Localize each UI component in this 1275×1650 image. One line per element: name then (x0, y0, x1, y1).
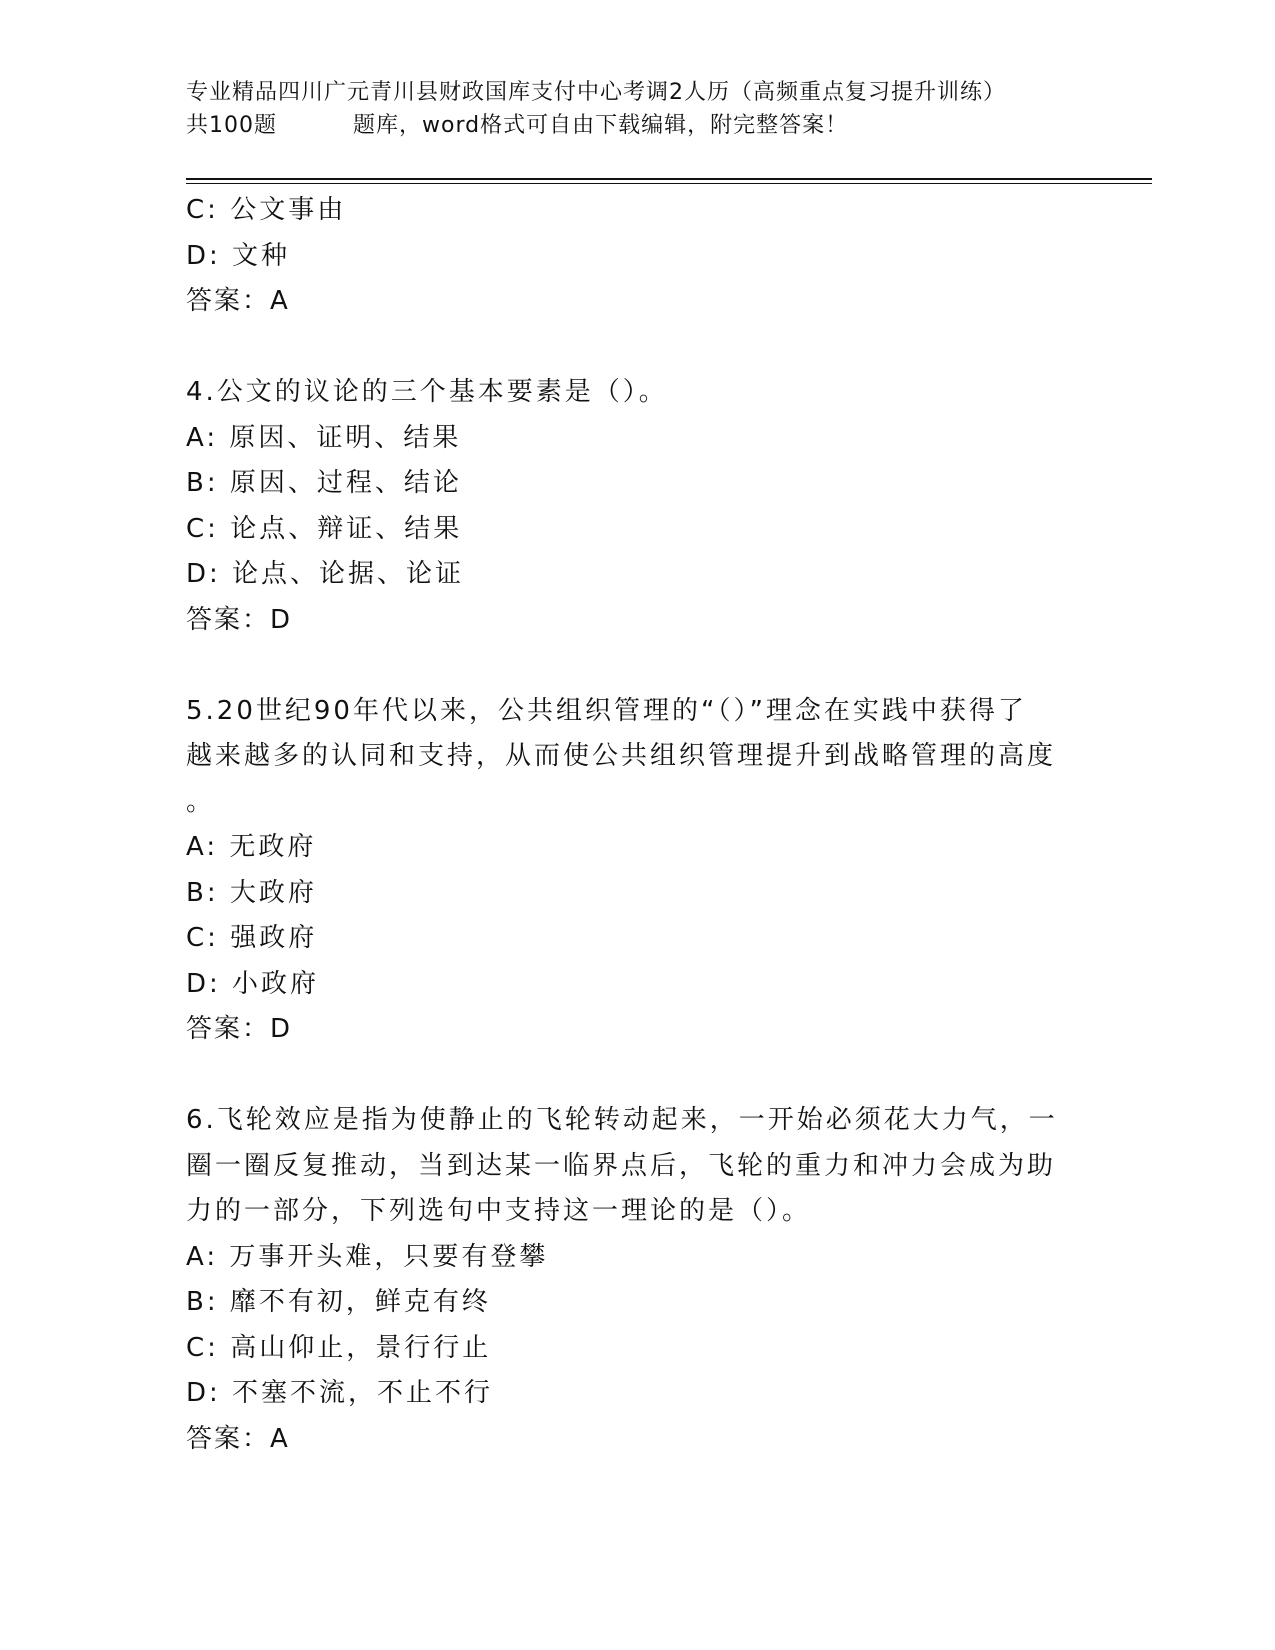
document-header (186, 76, 1086, 142)
option-d: D: 文种 (186, 240, 291, 271)
answer-line: 答案：D (186, 604, 293, 635)
question-content (186, 188, 1086, 1462)
question-5 (186, 689, 1086, 1053)
header-question-count: 共100题 (186, 113, 277, 138)
option-c: C: 公文事由 (186, 195, 347, 225)
header-title-line: 专业精品四川广元青川县财政国库支付中心考调2人历（高频重点复习提升训练） (186, 80, 1006, 105)
question-stem-line: 。 (186, 786, 216, 817)
answer-line: 答案：A (186, 1423, 290, 1454)
answer-line: 答案：D (186, 1014, 293, 1044)
header-format-note: 题库，word格式可自由下载编辑，附完整答案！ (353, 113, 849, 138)
header-rule-thick (186, 178, 1152, 180)
question-stem-line: 力的一部分，下列选句中支持这一理论的是（）。 (186, 1196, 812, 1226)
option-a: A: 无政府 (186, 832, 317, 862)
spacer (186, 1053, 1086, 1099)
spacer (186, 325, 1086, 371)
spacer (186, 643, 1086, 689)
option-c: C: 强政府 (186, 923, 318, 953)
option-a: A: 万事开头难，只要有登攀 (186, 1241, 549, 1272)
question-stem-line: 6.飞轮效应是指为使静止的飞轮转动起来，一开始必须花大力气，一 (186, 1105, 1058, 1135)
question-stem-line: 5.20世纪90年代以来，公共组织管理的“（）”理念在实践中获得了 (186, 695, 1027, 726)
option-d: D: 小政府 (186, 968, 320, 999)
option-d: D: 不塞不流，不止不行 (186, 1378, 494, 1408)
question-6 (186, 1098, 1086, 1462)
option-c: C: 论点、辩证、结果 (186, 513, 463, 544)
question-4 (186, 370, 1086, 643)
header-rule-thin (186, 183, 1152, 184)
question-stem: 4.公文的议论的三个基本要素是（）。 (186, 377, 668, 407)
question-stem-line: 越来越多的认同和支持，从而使公共组织管理提升到战略管理的高度 (186, 741, 1057, 771)
answer-line: 答案：A (186, 286, 290, 316)
option-b: B: 原因、过程、结论 (186, 468, 462, 498)
option-d: D: 论点、论据、论证 (186, 559, 465, 589)
question-stem-line: 圈一圈反复推动，当到达某一临界点后，飞轮的重力和冲力会成为助 (186, 1150, 1057, 1181)
option-b: B: 靡不有初，鲜克有终 (186, 1287, 491, 1317)
option-a: A: 原因、证明、结果 (186, 422, 462, 453)
option-c: C: 高山仰止，景行行止 (186, 1332, 492, 1363)
option-b: B: 大政府 (186, 877, 317, 908)
header-subtitle-line (186, 109, 1086, 142)
prev-question-block (186, 188, 1086, 325)
